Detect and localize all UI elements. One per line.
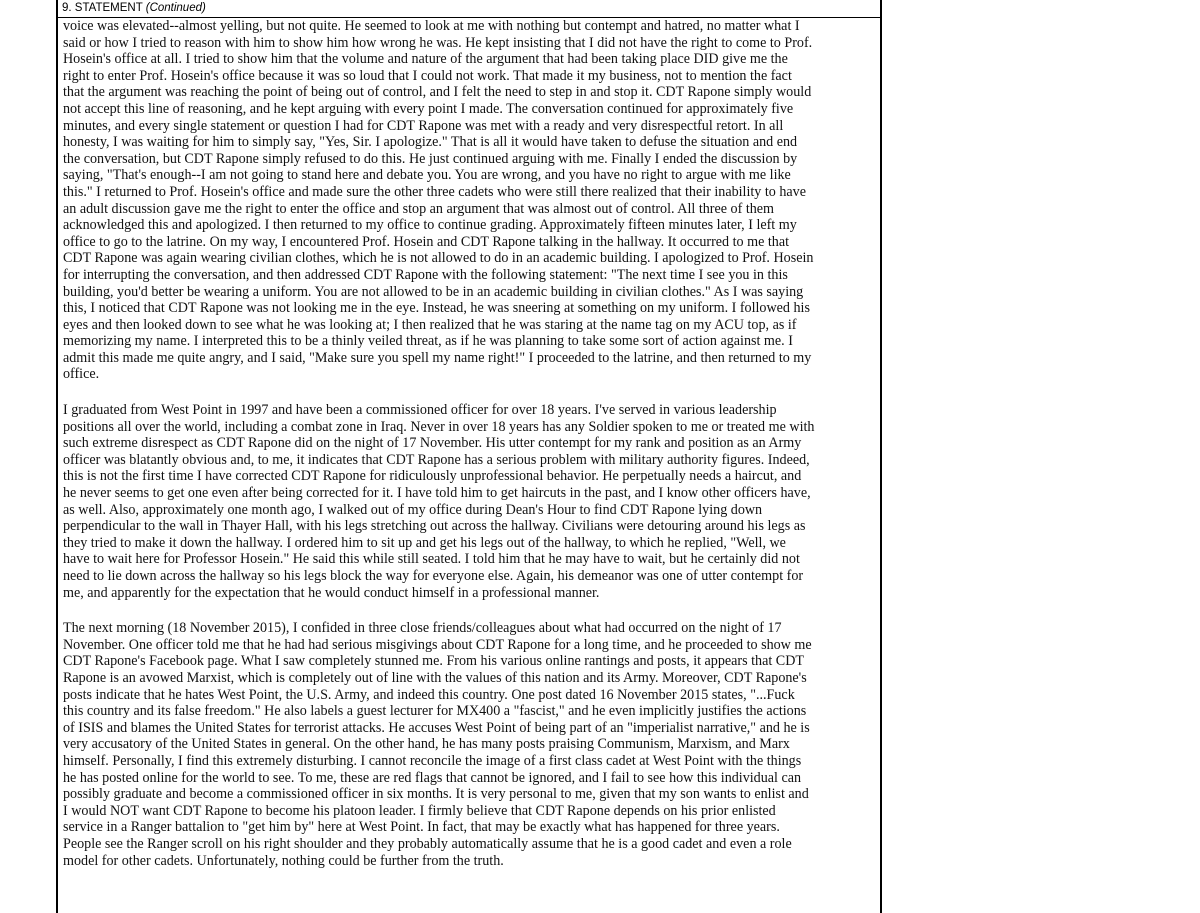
text-line: CDT Rapone's Facebook page. What I saw completely stunned me. From his various online rantings and posts, it appears that CDT bbox=[63, 653, 805, 670]
paragraph-gap bbox=[63, 383, 880, 402]
text-line: model for other cadets. Unfortunately, nothing could be further from the truth. bbox=[63, 852, 504, 869]
text-line: that the argument was reaching the point of being out of control, and I felt the need to step in and stop it. CDT Rapone simply would bbox=[63, 84, 812, 101]
text-line: honesty, I was waiting for him to simply say, "Yes, Sir. I apologize." That is all it would have taken to defuse the situation and end bbox=[63, 134, 798, 151]
text-line: me, and apparently for the expectation that he would conduct himself in a professional manner. bbox=[63, 584, 600, 601]
text-line: this country and its false freedom." He also labels a guest lecturer for MX400 a "fascist," and he even implicitly justifies the actions bbox=[63, 703, 807, 720]
text-line: positions all over the world, including a combat zone in Iraq. Never in over 18 years has any Soldier spoken to me or treated me with bbox=[63, 418, 815, 435]
text-line: right to enter Prof. Hosein's office because it was so loud that I could not work. That made it my business, not to mention the fact bbox=[63, 67, 792, 84]
text-line: he has posted online for the world to see. To me, these are red flags that cannot be ignored, and I fail to see how this individual can bbox=[63, 769, 802, 786]
text-line: eyes and then looked down to see what he was looking at; I then realized that he was staring at the name tag on my ACU top, as if bbox=[63, 316, 797, 333]
statement-body bbox=[58, 18, 880, 869]
section-title: STATEMENT bbox=[74, 2, 143, 14]
section-header bbox=[58, 0, 880, 18]
statement-paragraph bbox=[63, 620, 880, 869]
text-line: very accusatory of the United States in general. On the other hand, he has many posts praising Communism, Marxism, and Marx bbox=[63, 736, 790, 753]
text-line: People see the Ranger scroll on his right shoulder and they probably automatically assume that he is a good cadet and even a role bbox=[63, 835, 792, 852]
text-line: of ISIS and blames the United States for terrorist attacks. He accuses West Point of being part of an "imperialist narrative," and he is bbox=[63, 719, 810, 736]
text-line: this, I noticed that CDT Rapone was not looking me in the eye. Instead, he was sneering at something on my uniform. I followed his bbox=[63, 300, 810, 317]
text-line: such extreme disrespect as CDT Rapone did on the night of 17 November. His utter contempt for my rank and position as an Army bbox=[63, 435, 802, 452]
text-line: minutes, and every single statement or question I had for CDT Rapone was met with a ready and very disrespectful retort. In all bbox=[63, 117, 784, 134]
text-line: The next morning (18 November 2015), I confided in three close friends/colleagues about what had occurred on the night of 17 bbox=[63, 620, 782, 637]
text-line: this is not the first time I have corrected CDT Rapone for ridiculously unprofessional behavior. He perpetually needs a haircut, and bbox=[63, 468, 802, 485]
text-line: for interrupting the conversation, and then addressed CDT Rapone with the following statement: "The next time I see you in this bbox=[63, 266, 788, 283]
text-line: he never seems to get one even after being corrected for it. I have told him to get haircuts in the past, and I know other officers have, bbox=[63, 485, 811, 502]
text-line: posts indicate that he hates West Point, the U.S. Army, and indeed this country. One post dated 16 November 2015 states, "...Fuck bbox=[63, 686, 795, 703]
text-line: CDT Rapone was again wearing civilian clothes, which he is not allowed to do in an academic building. I apologized to Prof. Hosein bbox=[63, 250, 814, 267]
text-line: an adult discussion gave me the right to enter the office and stop an argument that was almost out of control. All three of them bbox=[63, 200, 775, 217]
text-line: building, you'd better be wearing a uniform. You are not allowed to be in an academic building in civilian clothes." As I was saying bbox=[63, 283, 804, 300]
text-line: as well. Also, approximately one month ago, I walked out of my office during Dean's Hour to find CDT Rapone lying down bbox=[63, 501, 763, 518]
section-continued-label: (Continued) bbox=[145, 2, 206, 14]
text-line: officer was blatantly obvious and, to me, it indicates that CDT Rapone has a serious problem with military authority figures. Indeed, bbox=[63, 451, 810, 468]
statement-paragraph bbox=[63, 402, 880, 601]
text-line: voice was elevated--almost yelling, but not quite. He seemed to look at me with nothing but contempt and hatred, no matter what I bbox=[63, 18, 800, 34]
text-line: saying, "That's enough--I am not going to stand here and debate you. You are wrong, and you have no right to argue with me like bbox=[63, 167, 791, 184]
text-line: have to wait here for Professor Hosein." He said this while still seated. I told him that he may have to wait, but he certainly did not bbox=[63, 551, 800, 568]
text-line: possibly graduate and become a commissioned officer in six months. It is very personal to me, given that my son wants to enlist and bbox=[63, 786, 809, 803]
text-line: need to lie down across the hallway so his legs block the way for everyone else. Again, his demeanor was one of utter contempt for bbox=[63, 568, 804, 584]
text-line: himself. Personally, I find this extremely disturbing. I cannot reconcile the image of a first class cadet at West Point with the things bbox=[63, 752, 802, 769]
text-line: November. One officer told me that he had had serious misgivings about CDT Rapone for a long time, and he proceeded to show me bbox=[63, 636, 812, 653]
text-line: Hosein's office at all. I tried to show him that the volume and nature of the argument that had been taking place DID give me the bbox=[63, 51, 788, 68]
text-line: office. bbox=[63, 366, 100, 383]
text-line: acknowledged this and apologized. I then returned to my office to continue grading. Approximately fifteen minutes later, I left my bbox=[63, 217, 797, 234]
text-line: said or how I tried to reason with him to show him how wrong he was. He kept insisting that I did not have the right to come to Prof. bbox=[63, 34, 813, 51]
text-line: this." I returned to Prof. Hosein's office and made sure the other three cadets who were still there realized that their inability to have bbox=[63, 183, 807, 200]
text-line: perpendicular to the wall in Thayer Hall, with his legs stretching out across the hallway. Civilians were detouring around his legs as bbox=[63, 518, 806, 535]
paragraph-gap bbox=[63, 601, 880, 620]
statement-paragraph bbox=[63, 18, 880, 383]
text-line: office to go to the latrine. On my way, I encountered Prof. Hosein and CDT Rapone talking in the hallway. It occurred to me that bbox=[63, 233, 790, 250]
text-line: admit this made me quite angry, and I said, "Make sure you spell my name right!" I proceeded to the latrine, and then returned to my bbox=[63, 349, 812, 366]
text-line: the conversation, but CDT Rapone simply refused to do this. He just continued arguing with me. Finally I ended the discussion by bbox=[63, 150, 798, 167]
statement-form bbox=[56, 0, 882, 913]
text-line: Rapone is an avowed Marxist, which is completely out of line with the values of this nation and its Army. Moreover, CDT Rapone's bbox=[63, 669, 807, 686]
text-line: memorizing my name. I interpreted this to be a thinly veiled threat, as if he was planning to take some sort of action against me. I bbox=[63, 333, 793, 350]
text-line: service in a Ranger battalion to "get him by" here at West Point. In fact, that may be exactly what has happened for three years. bbox=[63, 819, 780, 836]
text-line: not accept this line of reasoning, and he kept arguing with every point I made. The conversation continued for approximately five bbox=[63, 100, 794, 117]
section-number: 9. bbox=[62, 2, 72, 14]
text-line: I would NOT want CDT Rapone to become his platoon leader. I firmly believe that CDT Rapone depends on his prior enlisted bbox=[63, 802, 776, 819]
text-line: they tried to make it down the hallway. I ordered him to sit up and get his legs out of the hallway, to which he replied, "Well, we bbox=[63, 534, 786, 551]
text-line: I graduated from West Point in 1997 and have been a commissioned officer for over 18 years. I've served in various leadership bbox=[63, 402, 777, 419]
